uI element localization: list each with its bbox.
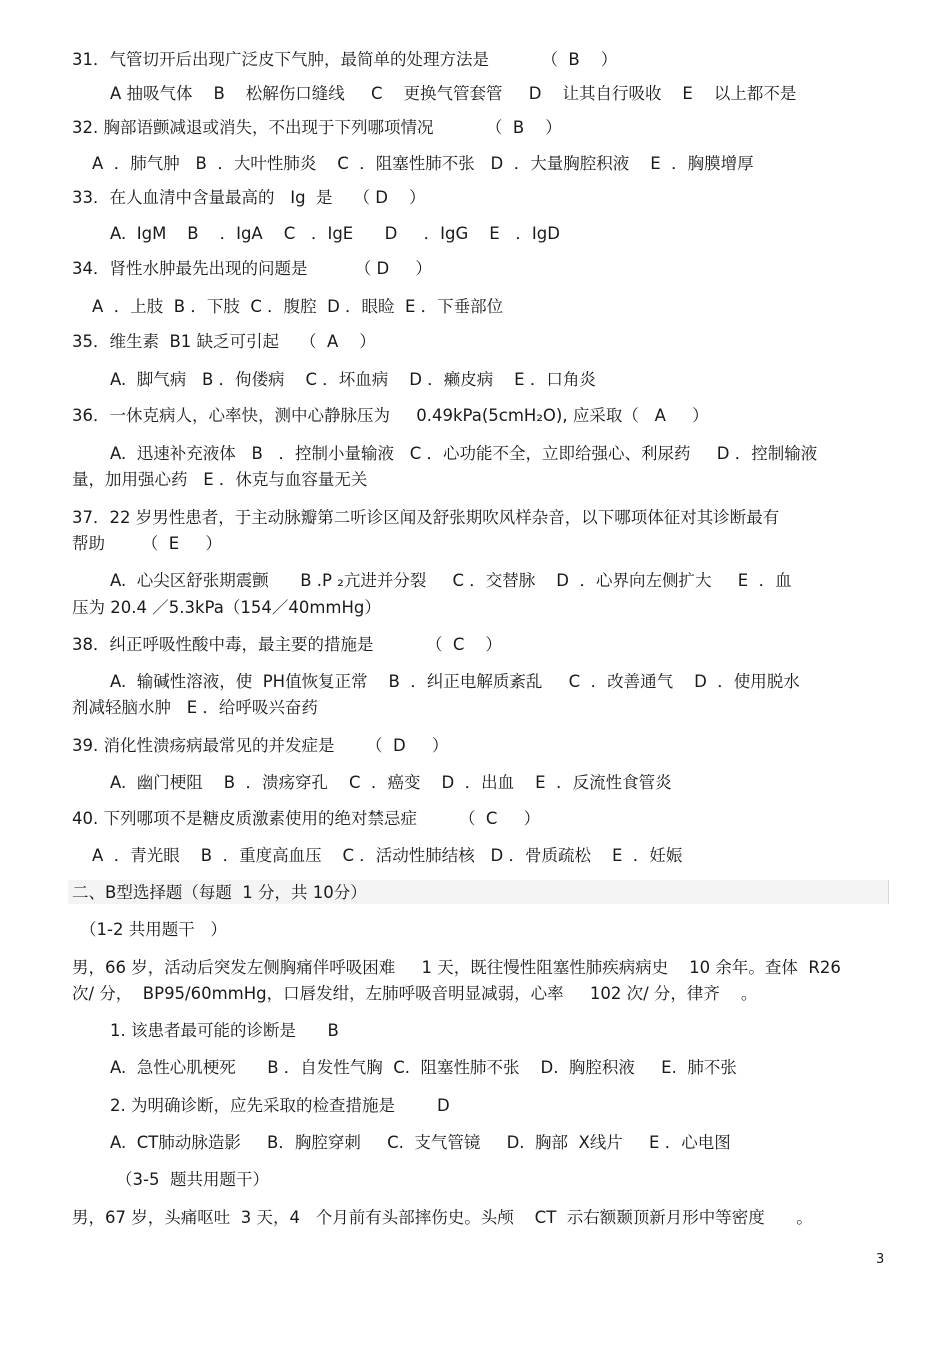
question-b1-options: A. 急性心肌梗死 B ．自发性气胸 C. 阻塞性肺不张 D. 胸腔积液 E. 肺不张 xyxy=(110,1058,737,1077)
question-32: 32. 胸部语颤减退或消失，不出现于下列哪项情况 （ B ） xyxy=(72,118,562,137)
question-35: 35．维生素 B1 缺乏可引起 （ A ） xyxy=(72,332,376,351)
case-1-2-stem-cont: 次/ 分， BP95/60mmHg，口唇发绀，左肺呼吸音明显减弱，心率 102 次/ 分，律齐 。 xyxy=(72,984,758,1003)
case-3-5-stem: 男，67 岁，头痛呕吐 3 天，4 个月前有头部摔伤史。头颅 CT 示右额颞顶新月形中等密度 。 xyxy=(72,1208,813,1227)
section-b-heading: 二、B型选择题（每题 1 分，共 10分） xyxy=(72,883,367,902)
question-38-options: A. 输碱性溶液，使 PH值恢复正常 B ．纠正电解质紊乱 C ．改善通气 D ．使用脱水 xyxy=(110,672,800,691)
question-33-options: A. IgM B ．IgA C ．IgE D ．IgG E ．IgD xyxy=(110,224,560,243)
question-34-options: A ．上肢 B ．下肢 C ．腹腔 D ．眼睑 E ．下垂部位 xyxy=(92,297,504,316)
question-36: 36．一休克病人，心率快，测中心静脉压为 0.49kPa(5cmH₂O), 应采取（ A ） xyxy=(72,406,709,425)
question-37-options-cont: 压为 20.4 ／5.3kPa（154／40mmHg） xyxy=(72,598,381,617)
question-38: 38．纠正呼吸性酸中毒，最主要的措施是 （ C ） xyxy=(72,635,502,654)
question-34: 34．肾性水肿最先出现的问题是 （ D ） xyxy=(72,259,432,278)
question-32-options: A ．肺气肿 B ．大叶性肺炎 C ．阻塞性肺不张 D ．大量胸腔积液 E ．胸膜增厚 xyxy=(92,154,754,173)
question-33: 33．在人血清中含量最高的 Ig 是 （ D ） xyxy=(72,188,426,207)
question-40: 40. 下列哪项不是糖皮质激素使用的绝对禁忌症 （ C ） xyxy=(72,809,541,828)
question-37-options: A. 心尖区舒张期震颤 B .P ₂亢进并分裂 C ．交替脉 D ．心界向左侧扩大 E ．血 xyxy=(110,571,792,590)
question-31: 31．气管切开后出现广泛皮下气肿，最简单的处理方法是 （ B ） xyxy=(72,50,618,69)
question-39-options: A. 幽门梗阻 B ．溃疡穿孔 C ．癌变 D ．出血 E ．反流性食管炎 xyxy=(110,773,672,792)
case-3-5-label: （3-5 题共用题干） xyxy=(116,1170,269,1189)
question-36-options-cont: 量，加用强心药 E ．休克与血容量无关 xyxy=(72,470,368,489)
question-37-cont: 帮助 （ E ） xyxy=(72,534,222,553)
question-31-options: A 抽吸气体 B 松解伤口缝线 C 更换气管套管 D 让其自行吸收 E 以上都不是 xyxy=(110,84,797,103)
question-38-options-cont: 剂减轻脑水肿 E ．给呼吸兴奋药 xyxy=(72,698,318,717)
question-b1: 1. 该患者最可能的诊断是 B xyxy=(110,1021,339,1040)
question-b2: 2. 为明确诊断，应先采取的检查措施是 D xyxy=(110,1096,450,1115)
question-b2-options: A. CT肺动脉造影 B．胸腔穿刺 C. 支气管镜 D. 胸部 X线片 E ．心电图 xyxy=(110,1133,731,1152)
question-36-options: A. 迅速补充液体 B ．控制小量输液 C ．心功能不全，立即给强心、利尿药 D ．控制输液 xyxy=(110,444,818,463)
question-39: 39. 消化性溃疡病最常见的并发症是 （ D ） xyxy=(72,736,449,755)
page-number: 3 xyxy=(876,1252,885,1267)
case-1-2-label: （1-2 共用题干 ） xyxy=(80,920,227,939)
question-35-options: A. 脚气病 B ．佝偻病 C ．坏血病 D ．癞皮病 E ．口角炎 xyxy=(110,370,596,389)
question-40-options: A ．青光眼 B ．重度高血压 C ．活动性肺结核 D ．骨质疏松 E ．妊娠 xyxy=(92,846,683,865)
question-37: 37．22 岁男性患者，于主动脉瓣第二听诊区闻及舒张期吹风样杂音，以下哪项体征对其诊断最有 xyxy=(72,508,780,527)
case-1-2-stem: 男，66 岁，活动后突发左侧胸痛伴呼吸困难 1 天，既往慢性阻塞性肺疾病病史 10 余年。查体 R26 xyxy=(72,958,841,977)
